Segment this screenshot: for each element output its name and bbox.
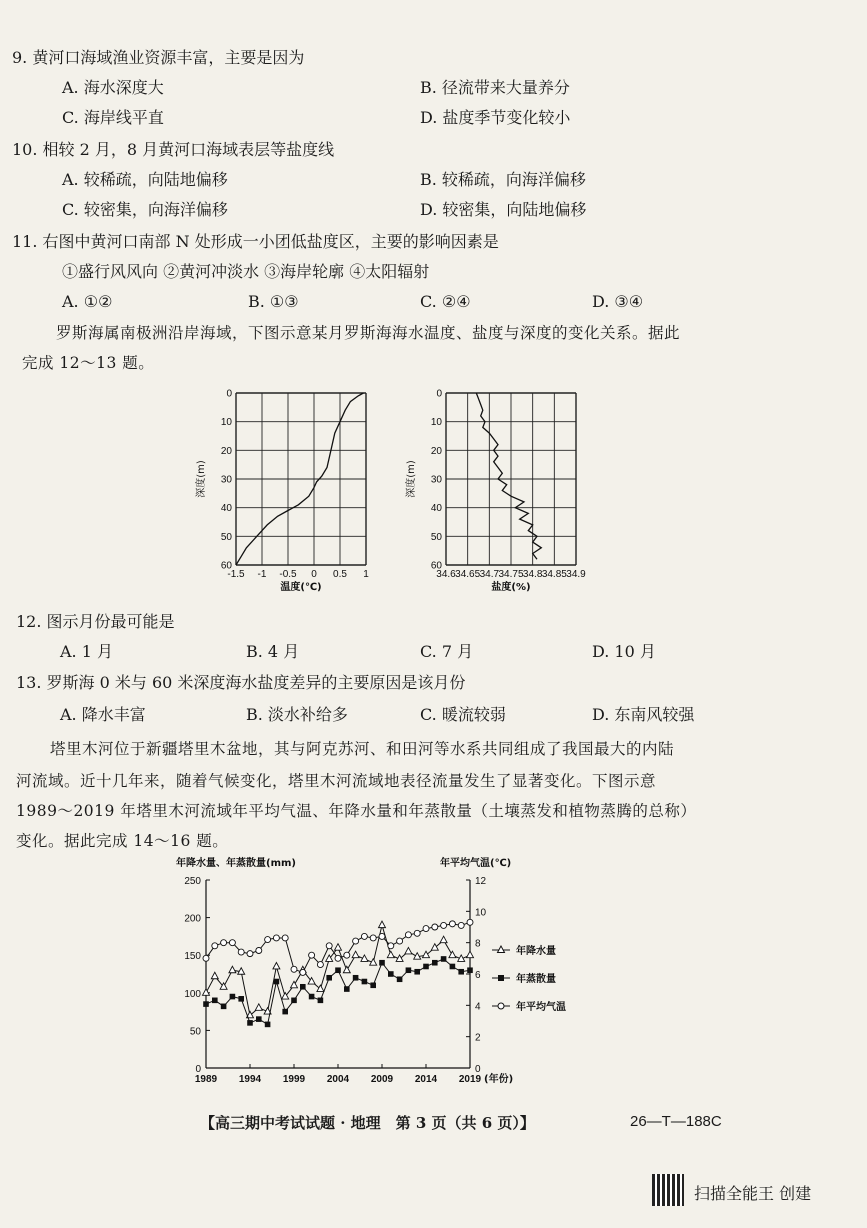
temp-ytick-label: 50: [220, 531, 232, 543]
temp-marker: [256, 948, 262, 954]
evap-marker: [300, 984, 306, 990]
q11-option-a: A. ①②: [62, 292, 113, 311]
temp-marker: [247, 951, 253, 957]
evap-marker: [238, 996, 244, 1002]
temp-ytick-label: 30: [220, 474, 232, 486]
precip-marker: [379, 921, 386, 928]
sal-xtick-label: 34.6: [436, 569, 456, 580]
sal-ytick-label: 10: [430, 417, 442, 429]
evap-marker: [467, 967, 473, 973]
precip-marker: [317, 985, 324, 992]
temp-ytick-label: 40: [220, 503, 232, 515]
tarim-xtick-label: 2004: [326, 1074, 350, 1085]
evap-marker: [212, 998, 218, 1004]
precip-marker: [449, 951, 456, 958]
tarim-y2tick-label: 2: [475, 1032, 481, 1044]
evap-marker: [406, 967, 412, 973]
precip-marker: [431, 944, 438, 951]
tarim-y2tick-label: 4: [475, 1001, 481, 1013]
evap-marker: [397, 976, 403, 982]
legend-label-2: 年平均气温: [516, 1002, 566, 1013]
evap-marker: [379, 960, 385, 966]
temp-marker: [379, 933, 385, 939]
temp-marker: [467, 919, 473, 925]
precip-marker: [335, 944, 342, 951]
evap-marker: [414, 969, 420, 975]
temp-ytick-label: 20: [220, 445, 232, 457]
evap-marker: [309, 994, 315, 1000]
temp-marker: [212, 943, 218, 949]
q11-option-d: D. ③④: [592, 292, 644, 311]
intro-14-16-line1: 塔里木河位于新疆塔里木盆地，其与阿克苏河、和田河等水系共同组成了我国最大的内陆: [50, 740, 675, 758]
precip-marker: [203, 989, 210, 996]
evap-marker: [335, 967, 341, 973]
tarim-xtick-label: 1989: [194, 1074, 218, 1085]
evap-marker: [274, 979, 280, 985]
tarim-ytick-label: 50: [189, 1026, 201, 1038]
q11-factors: ①盛行风风向 ②黄河冲淡水 ③海岸轮廓 ④太阳辐射: [62, 262, 430, 281]
temp-marker: [361, 933, 367, 939]
temp-marker: [221, 940, 227, 946]
q13-option-b: B. 淡水补给多: [246, 705, 348, 724]
tarim-ytick-label: 250: [184, 876, 201, 887]
evap-marker: [432, 960, 438, 966]
evap-marker: [318, 998, 324, 1004]
precip-marker: [229, 966, 236, 973]
sal-series-line: [476, 393, 541, 559]
evap-marker: [450, 964, 456, 970]
temp-ylabel: 深度(m): [196, 460, 207, 498]
sal-xtick-label: 34.65: [455, 569, 481, 580]
tarim-y2tick-label: 10: [475, 907, 487, 919]
precip-marker: [291, 981, 298, 988]
q10-option-b: B. 较稀疏，向海洋偏移: [420, 170, 586, 189]
temp-marker: [317, 962, 323, 968]
temp-xtick-label: -0.5: [279, 569, 297, 580]
evap-marker: [370, 982, 376, 988]
legend-marker-triangle: [498, 946, 505, 953]
precip-marker: [255, 1004, 262, 1011]
sal-ytick-label: 20: [430, 445, 442, 457]
sal-xtick-label: 34.9: [566, 569, 586, 580]
temp-marker: [282, 935, 288, 941]
precip-marker: [467, 951, 474, 958]
evap-marker: [388, 971, 394, 977]
tarim-ylabel-right: 年平均气温(℃): [440, 858, 512, 869]
temp-xtick-label: -1.5: [227, 569, 245, 580]
tarim-ytick-label: 0: [195, 1064, 201, 1075]
q9-option-a: A. 海水深度大: [62, 78, 164, 97]
tarim-xtick-label: 1994: [238, 1074, 262, 1085]
evap-marker: [344, 986, 350, 992]
legend-marker-circle: [498, 1003, 504, 1009]
evap-marker: [291, 998, 297, 1004]
temp-marker: [309, 952, 315, 958]
legend-marker-square: [498, 975, 504, 981]
temp-marker: [335, 955, 341, 961]
temp-marker: [370, 935, 376, 941]
evap-marker: [230, 994, 236, 1000]
sal-xtick-label: 34.8: [522, 569, 543, 580]
intro-14-16-line2: 河流域。近十几年来，随着气候变化，塔里木河流域地表径流量发生了显著变化。下图示意: [16, 772, 657, 790]
q11-option-c: C. ②④: [420, 292, 471, 311]
q10-option-a: A. 较稀疏，向陆地偏移: [62, 170, 228, 189]
q11-stem: 11. 右图中黄河口南部 N 处形成一小团低盐度区，主要的影响因素是: [12, 232, 499, 251]
temp-marker: [423, 926, 429, 932]
intro-14-16-line3: 1989～2019 年塔里木河流域年平均气温、年降水量和年蒸散量（土壤蒸发和植物蒸腾的总称）: [16, 802, 697, 820]
tarim-xtick-label: 2019: [458, 1074, 482, 1085]
q12-stem: 12. 图示月份最可能是: [16, 612, 175, 631]
sal-ytick-label: 30: [430, 474, 442, 486]
temp-ytick-label: 0: [226, 388, 232, 400]
q12-option-b: B. 4 月: [246, 642, 300, 661]
evap-marker: [458, 969, 464, 975]
temp-marker: [291, 966, 297, 972]
temp-marker: [432, 924, 438, 930]
q10-option-c: C. 较密集，向海洋偏移: [62, 200, 228, 219]
evap-marker: [282, 1009, 288, 1015]
sal-ytick-label: 50: [430, 531, 442, 543]
sal-ytick-label: 40: [430, 503, 442, 515]
evap-marker: [265, 1022, 271, 1028]
temp-xtick-label: 0: [311, 569, 317, 580]
temp-marker: [414, 930, 420, 936]
tarim-y2tick-label: 6: [475, 970, 481, 981]
q9-option-b: B. 径流带来大量养分: [420, 78, 570, 97]
temp-marker: [388, 943, 394, 949]
temp-xtick-label: 0.5: [333, 569, 347, 580]
temp-marker: [449, 921, 455, 927]
temp-marker: [265, 937, 271, 943]
intro-14-16-line4: 变化。据此完成 14～16 题。: [16, 832, 229, 850]
tarim-ytick-label: 200: [184, 913, 201, 925]
evap-marker: [326, 975, 332, 981]
temp-ytick-label: 60: [220, 560, 232, 572]
q9-option-c: C. 海岸线平直: [62, 108, 164, 127]
q13-stem: 13. 罗斯海 0 米与 60 米深度海水盐度差异的主要原因是该月份: [16, 673, 466, 692]
tarim-climate-chart: [160, 852, 640, 1092]
q9-option-d: D. 盐度季节变化较小: [420, 108, 571, 127]
precip-marker: [352, 951, 359, 958]
scanner-watermark: 扫描全能王 创建: [694, 1184, 812, 1203]
temp-marker: [353, 938, 359, 944]
evap-marker: [353, 975, 359, 981]
qr-code-icon: [652, 1174, 684, 1206]
sal-ylabel: 深度(m): [406, 460, 417, 498]
tarim-ylabel-left: 年降水量、年蒸散量(mm): [176, 858, 296, 869]
sal-ytick-label: 60: [430, 560, 442, 572]
temp-marker: [344, 952, 350, 958]
q12-option-a: A. 1 月: [60, 642, 113, 661]
tarim-xlabel: (年份): [484, 1074, 514, 1085]
evap-marker: [256, 1016, 262, 1022]
temp-marker: [326, 943, 332, 949]
tarim-y2tick-label: 12: [475, 876, 487, 887]
precip-marker: [343, 966, 350, 973]
evap-marker: [423, 964, 429, 970]
q11-option-b: B. ①③: [248, 292, 299, 311]
temp-marker: [405, 932, 411, 938]
sal-ytick-label: 0: [436, 388, 442, 400]
exam-code: 26—T—188C: [630, 1113, 722, 1130]
temp-marker: [203, 955, 209, 961]
temp-xtick-label: -1: [257, 569, 267, 580]
evap-marker: [441, 956, 447, 962]
q10-option-d: D. 较密集，向陆地偏移: [420, 200, 587, 219]
temp-xtick-label: 1: [363, 569, 369, 580]
precip-marker: [273, 962, 280, 969]
temperature-depth-chart: [190, 385, 390, 600]
q13-option-a: A. 降水丰富: [60, 705, 146, 724]
intro-12-13-line1: 罗斯海属南极洲沿岸海域，下图示意某月罗斯海海水温度、盐度与深度的变化关系。据此: [56, 324, 681, 342]
sal-xtick-label: 34.75: [498, 569, 524, 580]
temp-marker: [273, 935, 279, 941]
tarim-xtick-label: 1999: [282, 1074, 306, 1085]
evap-marker: [247, 1020, 253, 1026]
q10-stem: 10. 相较 2 月，8 月黄河口海域表层等盐度线: [12, 140, 335, 159]
q9-stem: 9. 黄河口海域渔业资源丰富，主要是因为: [12, 48, 305, 67]
precip-marker: [440, 936, 447, 943]
evap-marker: [362, 979, 368, 985]
page-footer: 【高三期中考试试题 · 地理 第 3 页（共 6 页）】: [200, 1114, 535, 1132]
legend-label-0: 年降水量: [516, 946, 556, 957]
temp-ytick-label: 10: [220, 417, 232, 429]
sal-xlabel: 盐度(%): [491, 582, 531, 593]
precip-marker: [405, 947, 412, 954]
tarim-xtick-label: 2014: [414, 1074, 438, 1085]
temp-marker: [300, 969, 306, 975]
evap-marker: [221, 1004, 227, 1010]
sal-xtick-label: 34.7: [479, 569, 500, 580]
tarim-ytick-label: 100: [184, 988, 201, 1000]
temp-marker: [441, 922, 447, 928]
q12-option-c: C. 7 月: [420, 642, 474, 661]
tarim-y2tick-label: 0: [475, 1064, 481, 1075]
precip-marker: [423, 951, 430, 958]
precip-marker: [387, 951, 394, 958]
temp-marker: [458, 922, 464, 928]
q13-option-c: C. 暖流较弱: [420, 705, 506, 724]
temp-marker: [397, 938, 403, 944]
salinity-depth-chart: [400, 385, 600, 600]
precip-marker: [211, 972, 218, 979]
q12-option-d: D. 10 月: [592, 642, 656, 661]
intro-12-13-line2: 完成 12～13 题。: [22, 354, 155, 372]
tarim-y2tick-label: 8: [475, 938, 481, 950]
legend-label-1: 年蒸散量: [516, 974, 556, 985]
sal-xtick-label: 34.85: [541, 569, 567, 580]
temp-xlabel: 温度(℃): [280, 582, 322, 593]
q13-option-d: D. 东南风较强: [592, 705, 695, 724]
evap-marker: [203, 1001, 209, 1007]
tarim-ytick-label: 150: [184, 951, 201, 963]
tarim-xtick-label: 2009: [370, 1074, 394, 1085]
temp-marker: [229, 940, 235, 946]
temp-marker: [238, 949, 244, 955]
